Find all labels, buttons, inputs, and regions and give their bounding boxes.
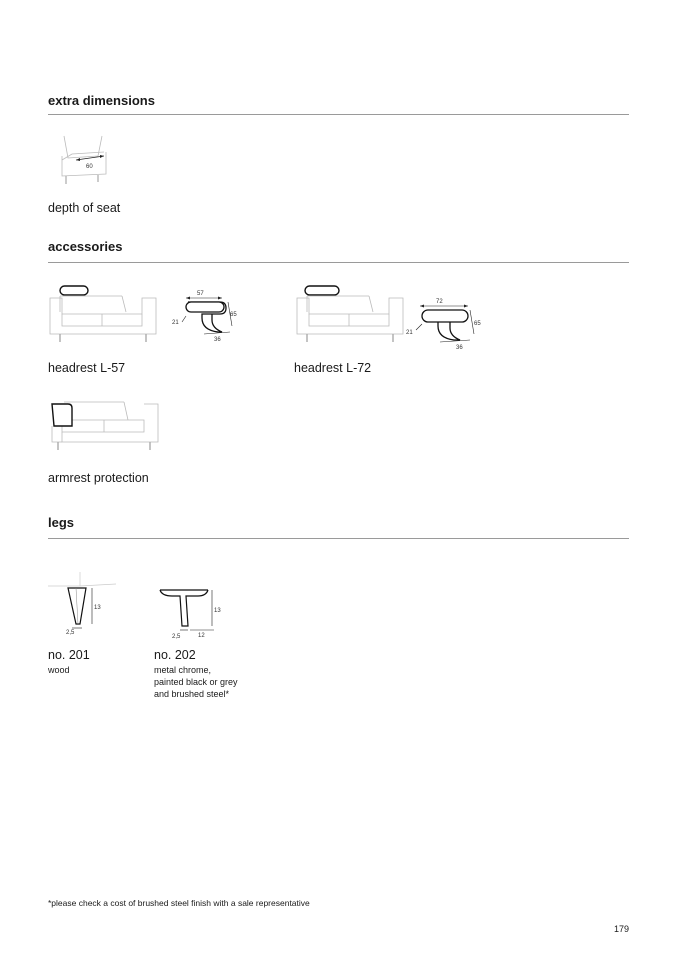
caption-headrest-l72: headrest L-72: [294, 361, 372, 375]
dim-depth: 21: [172, 320, 179, 326]
leg-202-material: metal chrome, painted black or grey and brushed steel*: [154, 665, 238, 699]
section-divider: [48, 538, 629, 539]
depth-of-seat-illustration: [58, 130, 114, 188]
sofa-armrest-protection-illustration: [46, 398, 160, 456]
leg-202-name: no. 202: [154, 648, 196, 662]
sofa-headrest-l72-illustration: [293, 284, 405, 348]
section-title-accessories: accessories: [48, 239, 123, 254]
leg-201-illustration: [46, 572, 120, 638]
caption-headrest-l57: headrest L-57: [48, 361, 126, 375]
page-number: 179: [613, 924, 629, 934]
dim-label: 60: [86, 164, 93, 170]
section-title-legs: legs: [48, 515, 75, 530]
sofa-headrest-l57-illustration: [46, 284, 158, 348]
dim-depth: 21: [406, 330, 413, 336]
section-title-extra-dimensions: extra dimensions: [48, 93, 155, 108]
dim-height: 65: [474, 321, 481, 327]
dim-width: 2,5: [172, 634, 181, 640]
dim-width: 72: [436, 299, 443, 305]
leg-201-material: wood: [48, 665, 70, 675]
headrest-l72-detail-illustration: [404, 296, 488, 352]
dim-base: 36: [214, 337, 221, 343]
leg-202-illustration: [158, 582, 230, 642]
dim-height: 13: [94, 605, 101, 611]
dim-base: 36: [456, 345, 463, 351]
section-divider: [48, 114, 629, 115]
caption-depth-of-seat: depth of seat: [48, 201, 121, 215]
dim-height: 13: [214, 608, 221, 614]
section-divider: [48, 262, 629, 263]
caption-armrest-protection: armrest protection: [48, 471, 149, 485]
dim-height: 65: [230, 312, 237, 318]
dim-width: 57: [197, 291, 204, 297]
headrest-l57-detail-illustration: [172, 288, 242, 344]
leg-201-name: no. 201: [48, 648, 90, 662]
dim-width: 2,5: [66, 630, 75, 636]
footnote: *please check a cost of brushed steel finish with a sale representative: [48, 898, 310, 908]
dim-depth: 12: [198, 633, 205, 639]
